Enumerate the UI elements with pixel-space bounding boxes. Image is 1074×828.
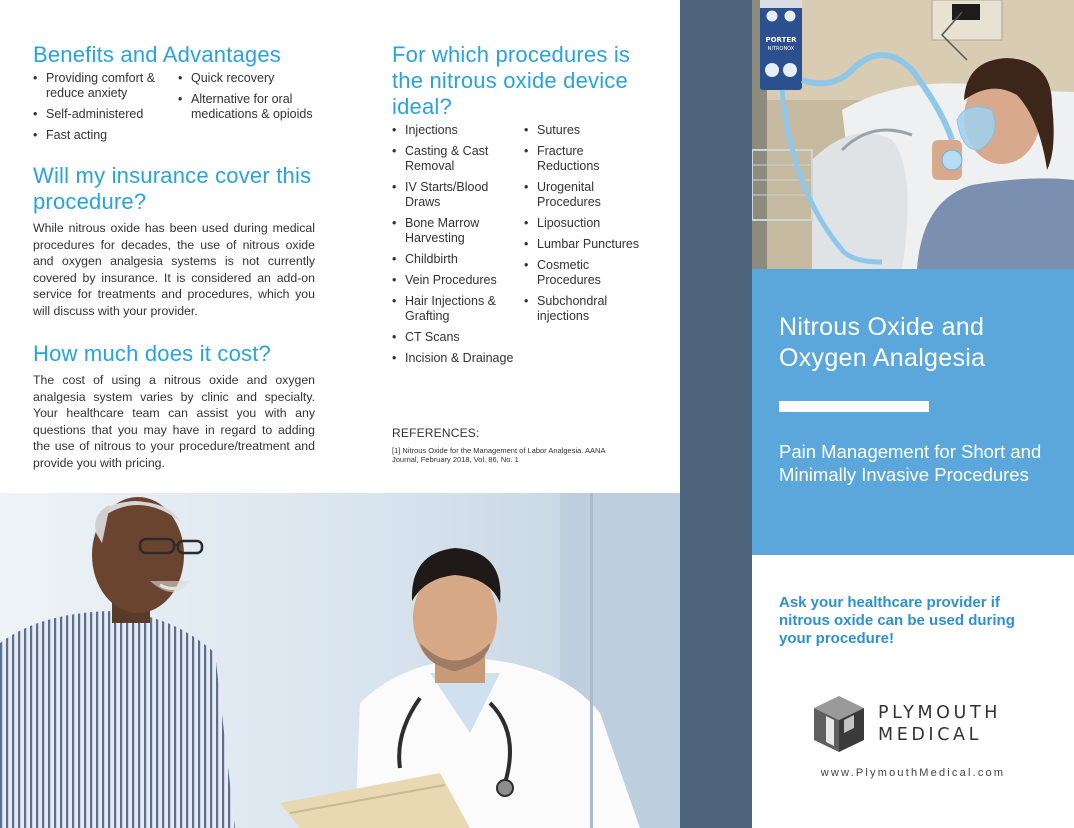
benefits-list [33,71,315,149]
list-item: • CT Scans [392,330,524,345]
list-item: • Urogenital Procedures [524,180,642,210]
patient-mask-photo [752,0,1074,269]
list-item: • Childbirth [392,252,524,267]
list-item: • Alternative for oral medications & opioids [178,92,313,122]
device-label-nitronox: NITRONOX [767,46,795,52]
right-column [392,42,642,372]
list-item: • Hair Injections & Grafting [392,294,524,324]
cover-title: Nitrous Oxide and Oxygen Analgesia [779,313,986,372]
benefits-col-1 [33,71,178,149]
cover-panel [752,0,1074,828]
benefits-heading: Benefits and Advantages [33,42,282,67]
references-body: [1] Nitrous Oxide for the Management of Labor Analgesia. AANA Journal, February 2018, Vol. 86, No. 1 [392,446,606,464]
list-item: • Bone Marrow Harvesting [392,216,524,246]
plymouth-cube-icon [810,694,868,754]
insurance-heading: Will my insurance cover this procedure? [33,163,312,214]
call-to-action: Ask your healthcare provider if nitrous oxide can be used during your procedure! [779,594,1015,647]
plymouth-wordmark [878,702,1001,746]
list-item: • Fracture Reductions [524,144,642,174]
list-item: • Providing comfort & reduce anxiety [33,71,178,101]
procedures-heading: For which procedures is the nitrous oxide device ideal? [392,42,631,119]
fold-strip [680,0,752,828]
cover-subtitle: Pain Management for Short and Minimally Invasive Procedures [779,441,1042,485]
list-item: • Liposuction [524,216,642,231]
plymouth-logo [810,694,1020,758]
list-item: • Incision & Drainage [392,351,524,366]
list-item: • Self-administered [33,107,178,122]
cost-paragraph: The cost of using a nitrous oxide and oxygen analgesia system varies by clinic and specialty. Your healthcare team can assist you with any questions that you may have in regard to adding the use of nitrous to your procedure/treatment and provide you with pricing. [33,373,315,470]
inner-panel [0,0,680,493]
procedures-col-1 [392,123,524,372]
references [392,426,632,464]
list-item: • Subchondral injections [524,294,642,324]
list-item: • Vein Procedures [392,273,524,288]
brand-line-1: PLYMOUTH [878,703,1001,723]
references-title: REFERENCES: [392,426,480,440]
brand-line-2: MEDICAL [878,725,982,745]
website-link[interactable]: www.PlymouthMedical.com [820,767,1006,779]
left-column [33,42,315,471]
list-item: • Lumbar Punctures [524,237,642,252]
procedures-col-2 [524,123,642,372]
procedures-list [392,123,642,372]
benefits-col-2 [178,71,313,149]
list-item: • Casting & Cast Removal [392,144,524,174]
doctor-patient-photo [0,493,680,828]
list-item: • Sutures [524,123,642,138]
cost-heading: How much does it cost? [33,341,271,366]
cover-title-block [752,269,1074,555]
list-item: • Cosmetic Procedures [524,258,642,288]
device-label-porter: PORTER [765,36,797,44]
patient-mask-illustration [752,0,1074,269]
doctor-patient-illustration [0,493,680,828]
insurance-paragraph: While nitrous oxide has been used during medical procedures for decades, the use of nitrous oxide and oxygen analgesia systems is not currently covered by insurance. It is considered an add-on service for treatments and procedures, which you will discuss with your provider. [33,221,315,318]
list-item: • Quick recovery [178,71,313,86]
list-item: • Injections [392,123,524,138]
list-item: • Fast acting [33,128,178,143]
title-divider [779,401,929,412]
list-item: • IV Starts/Blood Draws [392,180,524,210]
